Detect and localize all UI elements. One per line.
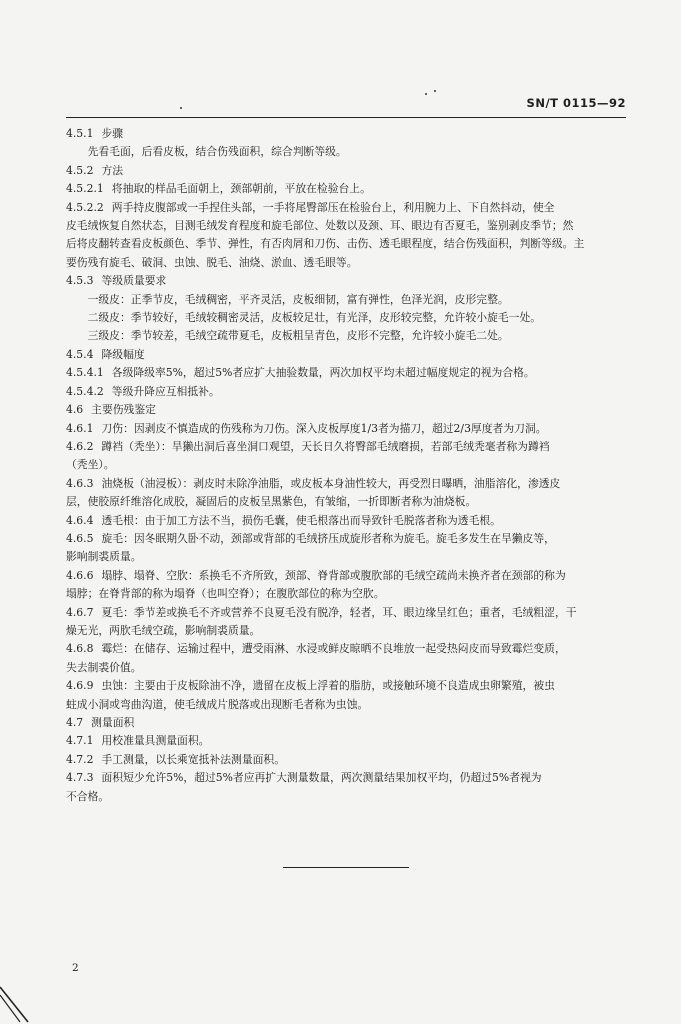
section-number: 4.5.4.1: [66, 366, 104, 380]
continuation-line: 蛀成小洞或弯曲沟道，使毛绒成片脱落或出现断毛者称为虫蚀。: [66, 697, 369, 711]
section-text: 塌脖、塌脊、空肷：系换毛不齐所致，颈部、脊背部或腹肷部的毛绒空疏尚未换齐者在颈部的称为: [101, 568, 566, 582]
section-number: 4.7: [66, 716, 84, 729]
section-number: 4.5.4: [66, 347, 94, 361]
section-line: [66, 677, 626, 695]
section-text: 主要伤残鉴定: [91, 403, 156, 417]
scan-speck: [425, 93, 427, 95]
continuation-line: 塌脖；在脊背部的称为塌脊（也叫空脊）；在腹肷部位的称为空肷。: [66, 587, 385, 601]
section-text: 步骤: [101, 127, 124, 140]
section-line: [66, 640, 626, 658]
section-line: [66, 732, 626, 750]
section-line: [66, 383, 626, 401]
section-text: 霉烂：在储存、运输过程中，遭受雨淋、水浸或鲜皮晾晒不良堆放一起受热闷皮而导致霉烂变质，: [101, 642, 566, 656]
section-number: 4.6.8: [66, 642, 94, 656]
section-line: [66, 604, 626, 622]
page-number: 2: [72, 962, 79, 974]
section-number: 4.5.1: [66, 127, 94, 140]
continuation-line: 影响制裘质量。: [66, 550, 142, 564]
section-number: 4.5.4.2: [66, 384, 104, 398]
continuation-line: （秃坐）。: [66, 458, 115, 472]
section-line: [66, 475, 626, 493]
section-text: 两手持皮腹部或一手捏住头部，一手将尾臀部压在检验台上，利用腕力上、下自然抖动，使全: [111, 200, 555, 214]
section-text: 手工测量，以长乘宽抵补法测量面积。: [101, 752, 286, 766]
section-line: [66, 530, 626, 548]
continuation-line: 失去制裘价值。: [66, 660, 142, 674]
section-number: 4.6.3: [66, 476, 94, 490]
section-number: 4.7.2: [66, 752, 94, 766]
section-line: [66, 199, 626, 217]
section-number: 4.5.3: [66, 274, 94, 288]
section-number: 4.6.4: [66, 513, 94, 527]
section-line: [66, 751, 626, 769]
section-line: [66, 401, 626, 419]
section-text: 方法: [101, 163, 124, 177]
section-number: 4.6.9: [66, 679, 94, 693]
section-text: 透毛根：由于加工方法不当，损伤毛囊，使毛根落出而导致针毛脱落者称为透毛根。: [101, 513, 501, 527]
section-text: 用校准量具测量面积。: [101, 734, 210, 748]
section-text: 降级幅度: [101, 347, 145, 361]
paragraph-line: 先看毛面，后看皮板，结合伤残面积，综合判断等级。: [87, 145, 347, 159]
paragraph-line: 三级皮：季节较差，毛绒空疏带夏毛，皮板粗呈青色，皮形不完整，允许较小旋毛二处。: [87, 329, 509, 343]
section-text: 测量面积: [91, 716, 135, 729]
continuation-line: 后将皮翻转查看皮板颜色、季节、弹性，有否肉屑和刀伤、击伤、透毛眼程度，结合伤残面积，判断等级。主: [66, 237, 585, 251]
scan-corner-mark: [0, 985, 30, 1024]
section-number: 4.6: [66, 403, 84, 417]
section-text: 夏毛：季节差或换毛不齐或营养不良夏毛没有脱净，轻者，耳、眼边缘呈红色；重者，毛绒粗涩，干: [101, 605, 577, 619]
section-line: [66, 346, 626, 364]
continuation-line: 不合格。: [66, 789, 110, 803]
section-number: 4.5.2.2: [66, 200, 104, 214]
section-number: 4.6.2: [66, 439, 94, 453]
continuation-line: 要伤残有旋毛、破洞、虫蚀、脱毛、油烧、淤血、透毛眼等。: [66, 255, 358, 269]
header-rule: [66, 117, 626, 118]
section-text: 将抽取的样品毛面朝上，颈部朝前，平放在检验台上。: [111, 182, 371, 196]
continuation-line: 层，使胶原纤维溶化成胶，凝固后的皮板呈黑紫色，有皱缩，一折即断者称为油烧板。: [66, 495, 477, 509]
section-text: 面积短少允许5%，超过5%者应再扩大测量数量，两次测量结果加权平均，仍超过5%者视为: [101, 771, 542, 785]
section-line: [66, 180, 626, 198]
section-line: [66, 364, 626, 382]
section-number: 4.7.3: [66, 771, 94, 785]
section-line: [66, 567, 626, 585]
section-number: 4.6.1: [66, 421, 94, 435]
continuation-line: 燥无光，两肷毛绒空疏，影响制裘质量。: [66, 623, 261, 637]
paragraph-line: 一级皮：正季节皮，毛绒稠密，平齐灵活，皮板细韧，富有弹性，色泽光润，皮形完整。: [87, 292, 509, 306]
paragraph-line: 二级皮：季节较好，毛绒较稠密灵活，皮板较足壮，有光泽，皮形较完整，允许较小旋毛一处。: [87, 311, 542, 325]
section-line: [66, 438, 626, 456]
scan-speck: [434, 90, 436, 92]
section-line: [66, 420, 626, 438]
section-text: 刀伤：因剥皮不慎造成的伤残称为刀伤。深入皮板厚度1/3者为描刀，超过2/3厚度者为刀洞。: [101, 421, 547, 435]
section-line: [66, 125, 626, 143]
section-line: [66, 162, 626, 180]
section-number: 4.5.2: [66, 163, 94, 177]
standard-code-header: SN/T 0115—92: [526, 96, 626, 110]
end-of-section-rule: [283, 867, 409, 868]
section-text: 油烧板（油浸板）：剥皮时未除净油脂，或皮板本身油性较大，再受烈日曝晒，油脂溶化，渗透皮: [101, 476, 561, 490]
section-number: 4.6.7: [66, 605, 94, 619]
section-line: [66, 512, 626, 530]
section-number: 4.6.6: [66, 568, 94, 582]
section-line: [66, 714, 626, 732]
section-text: 各级降级率5%，超过5%者应扩大抽验数量，两次加权平均未超过幅度规定的视为合格。: [111, 366, 535, 380]
continuation-line: 皮毛绒恢复自然状态，目测毛绒发育程度和旋毛部位、处数以及颈、耳、眼边有否夏毛，鉴别剥皮季节；然: [66, 219, 574, 233]
section-text: 等级升降应互相抵补。: [111, 384, 220, 398]
section-number: 4.5.2.1: [66, 182, 104, 196]
document-body: [66, 125, 626, 806]
section-line: [66, 769, 626, 787]
section-number: 4.6.5: [66, 531, 94, 545]
section-text: 等级质量要求: [101, 274, 167, 288]
section-text: 蹲裆（秃坐）：旱獭出洞后喜坐洞口观望，天长日久将臀部毛绒磨损，若部毛绒秃毫者称为蹲裆: [101, 439, 550, 453]
section-text: 虫蚀：主要由于皮板除油不净，遗留在皮板上浮着的脂肪，或接触环境不良造成虫卵繁殖，被虫: [101, 679, 555, 693]
section-line: [66, 272, 626, 290]
section-text: 旋毛：因冬眠期久卧不动，颈部或背部的毛绒挤压成旋形者称为旋毛。旋毛多发生在旱獭皮等，: [101, 531, 555, 545]
section-number: 4.7.1: [66, 734, 94, 748]
